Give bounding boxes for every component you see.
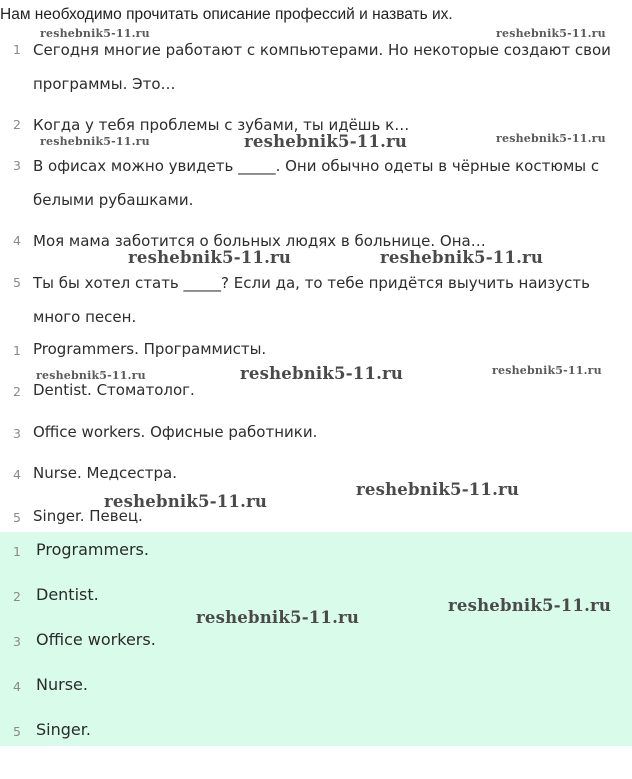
solution-number: 5	[13, 510, 21, 525]
watermark: reshebnik5-11.ru	[244, 132, 408, 151]
question-text: Сегодня многие работают с компьютерами. Но некоторые создают свои программы. Это…	[33, 41, 611, 93]
answer-text: Programmers.	[36, 540, 149, 559]
question-text: В офисах можно увидеть _____. Они обычно одеты в чёрные костюмы с белыми рубашками.	[33, 157, 600, 209]
solution-text: Programmers. Программисты.	[33, 340, 267, 358]
question-text: Моя мама заботится о больных людях в больнице. Она…	[33, 232, 486, 250]
solution-number: 2	[13, 384, 21, 399]
solution-text: Dentist. Стоматолог.	[33, 381, 195, 399]
watermark: reshebnik5-11.ru	[448, 596, 612, 615]
watermark: reshebnik5-11.ru	[128, 248, 292, 267]
answer-number: 4	[13, 679, 21, 694]
question-number: 1	[13, 42, 21, 57]
watermark: reshebnik5-11.ru	[356, 480, 520, 499]
answer-number: 3	[13, 634, 21, 649]
watermark: reshebnik5-11.ru	[104, 492, 268, 511]
watermark: reshebnik5-11.ru	[496, 132, 606, 145]
answers-panel	[0, 532, 632, 746]
solution-text: Nurse. Медсестра.	[33, 464, 177, 482]
question-number: 2	[13, 117, 21, 132]
answer-text: Nurse.	[36, 675, 88, 694]
watermark: reshebnik5-11.ru	[196, 608, 360, 627]
answer-text: Office workers.	[36, 630, 156, 649]
watermark: reshebnik5-11.ru	[40, 135, 150, 148]
task-instruction: Нам необходимо прочитать описание профессий и назвать их.	[0, 6, 453, 23]
question-number: 5	[13, 275, 21, 290]
solution-number: 3	[13, 426, 21, 441]
watermark: reshebnik5-11.ru	[380, 248, 544, 267]
answer-text: Singer.	[36, 720, 91, 739]
watermark: reshebnik5-11.ru	[496, 27, 606, 40]
question-number: 3	[13, 158, 21, 173]
watermark: reshebnik5-11.ru	[240, 364, 404, 383]
answer-number: 1	[13, 544, 21, 559]
solution-number: 4	[13, 467, 21, 482]
solution-text: Singer. Певец.	[33, 507, 143, 525]
watermark: reshebnik5-11.ru	[492, 364, 602, 377]
solution-number: 1	[13, 343, 21, 358]
answer-number: 2	[13, 589, 21, 604]
answer-text: Dentist.	[36, 585, 99, 604]
question-number: 4	[13, 233, 21, 248]
watermark: reshebnik5-11.ru	[36, 369, 146, 382]
solution-text: Office workers. Офисные работники.	[33, 423, 318, 441]
question-text: Когда у тебя проблемы с зубами, ты идёшь к…	[33, 116, 410, 134]
answer-number: 5	[13, 724, 21, 739]
question-text: Ты бы хотел стать _____? Если да, то тебе придётся выучить наизусть много песен.	[33, 274, 590, 326]
watermark: reshebnik5-11.ru	[40, 27, 150, 40]
